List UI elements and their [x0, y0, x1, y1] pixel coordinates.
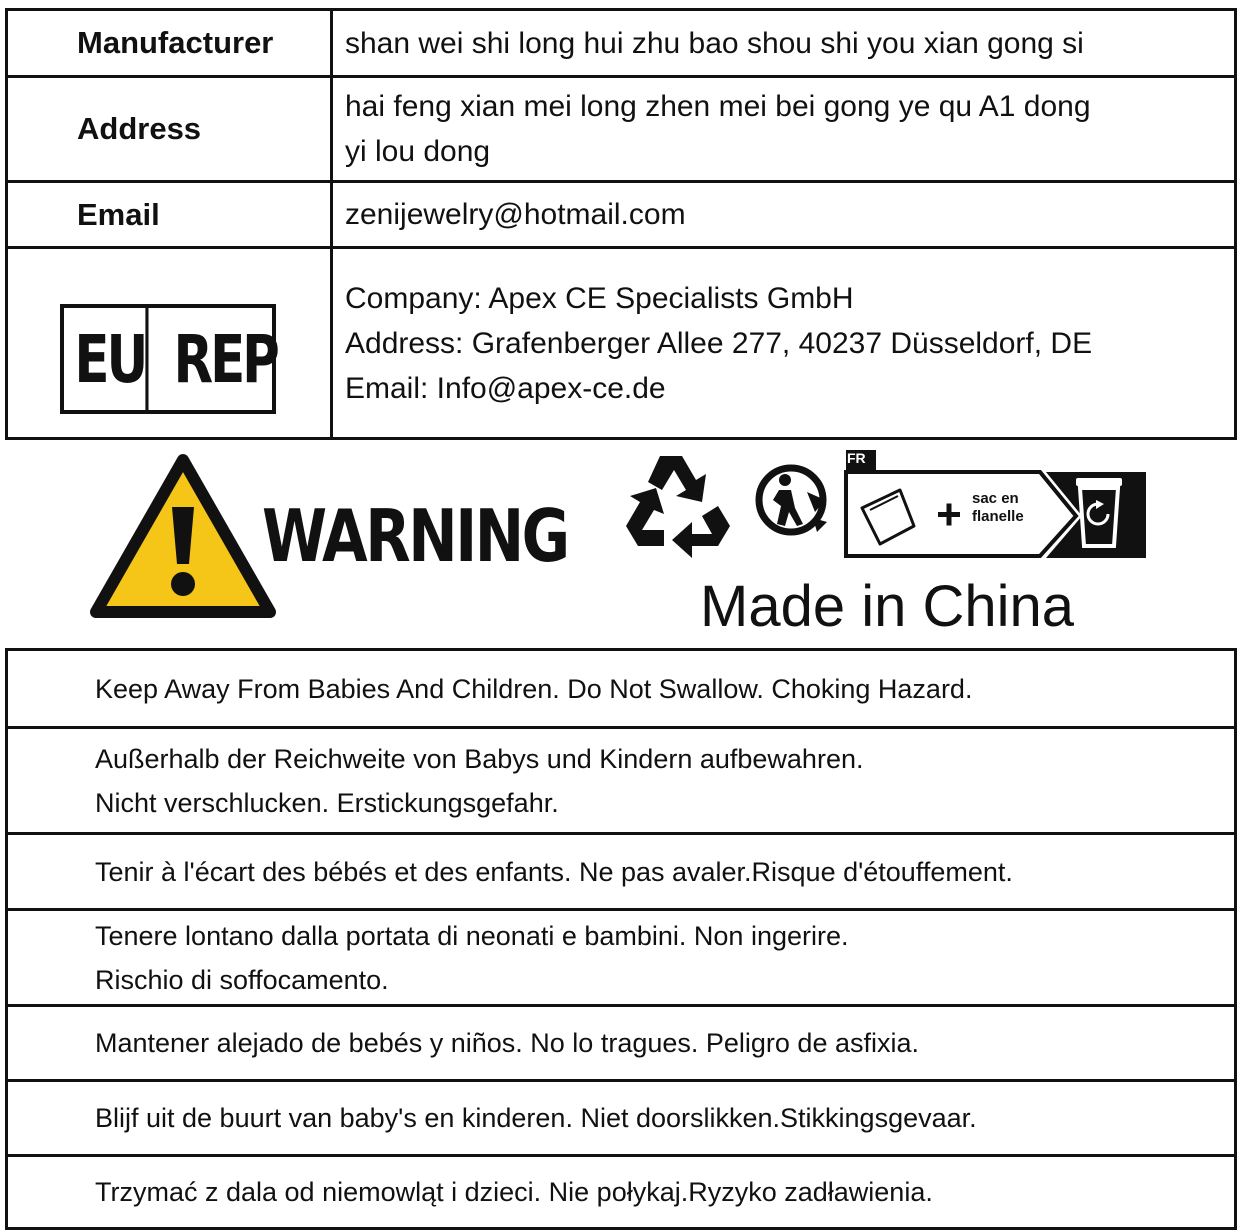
eu-rep-symbol-cell: [8, 249, 333, 437]
eu-rep-row: [8, 249, 1234, 437]
warning-table: [5, 648, 1237, 1230]
address-row: [8, 78, 1234, 183]
warning-text: WARNING: [262, 494, 568, 578]
warning-row-de: [8, 729, 1234, 835]
warning-row-pl: [8, 1157, 1234, 1227]
made-in-label: Made in China: [700, 574, 1074, 639]
manufacturer-row: [8, 11, 1234, 78]
info-tri-text-line1: sac en: [972, 490, 1019, 507]
warning-line: Rischio di soffocamento.: [95, 964, 389, 995]
warning-line: Mantener alejado de bebés y niños. No lo tragues. Peligro de asfixia.: [95, 1028, 920, 1058]
warning-line: Nicht verschlucken. Erstickungsgefahr.: [95, 787, 559, 818]
warning-line: Außerhalb der Reichweite von Babys und Kindern aufbewahren.: [95, 743, 864, 774]
warning-line: Keep Away From Babies And Children. Do Not Swallow. Choking Hazard.: [95, 673, 973, 704]
eu-rep-symbol-rep: REP: [173, 320, 277, 398]
manufacturer-value: [333, 11, 1234, 75]
warning-line: Trzymać z dala od niemowląt i dzieci. Nie połykaj.Ryzyko zadławienia.: [95, 1177, 933, 1207]
email-row: [8, 183, 1234, 249]
address-value: [333, 78, 1234, 180]
warning-line: Blijf uit de buurt van baby's en kinderen. Niet doorslikken.Stikkingsgevaar.: [95, 1103, 977, 1133]
warning-line: Tenir à l'écart des bébés et des enfants. Ne pas avaler.Risque d'étouffement.: [95, 856, 1013, 887]
email-value-text: zenijewelry@hotmail.com: [345, 198, 686, 231]
eu-rep-details: [333, 249, 1234, 437]
warning-row-en: [8, 651, 1234, 729]
eu-rep-symbol-eu: EU: [74, 308, 148, 410]
address-label: Address: [8, 78, 333, 180]
email-label: Email: [8, 183, 333, 246]
eu-rep-email: Email: Info@apex-ce.de: [345, 371, 666, 405]
recycle-icon: [620, 450, 735, 560]
eu-rep-company: Company: Apex CE Specialists GmbH: [345, 281, 854, 315]
triman-icon: [755, 462, 835, 538]
eu-rep-address: Address: Grafenberger Allee 277, 40237 Düsseldorf, DE: [345, 326, 1093, 360]
info-table: [5, 8, 1237, 440]
address-line-2: yi lou dong: [345, 135, 491, 168]
warning-row-nl: [8, 1082, 1234, 1157]
warning-line: Tenere lontano dalla portata di neonati e bambini. Non ingerire.: [95, 920, 849, 951]
warning-row-es: [8, 1007, 1234, 1082]
warning-row-it: [8, 911, 1234, 1007]
warning-triangle-icon: [88, 452, 278, 622]
info-tri-country: FR: [847, 450, 866, 466]
warning-row-fr: [8, 835, 1234, 911]
email-value: [333, 183, 1234, 246]
info-tri-text: [972, 490, 1024, 526]
manufacturer-label: Manufacturer: [8, 11, 333, 75]
eu-rep-symbol: [60, 304, 276, 414]
manufacturer-value-text: shan wei shi long hui zhu bao shou shi you xian gong si: [345, 26, 1084, 60]
info-tri-text-line2: flanelle: [972, 508, 1024, 525]
address-line-1: hai feng xian mei long zhen mei bei gong ye qu A1 dong: [345, 90, 1091, 123]
